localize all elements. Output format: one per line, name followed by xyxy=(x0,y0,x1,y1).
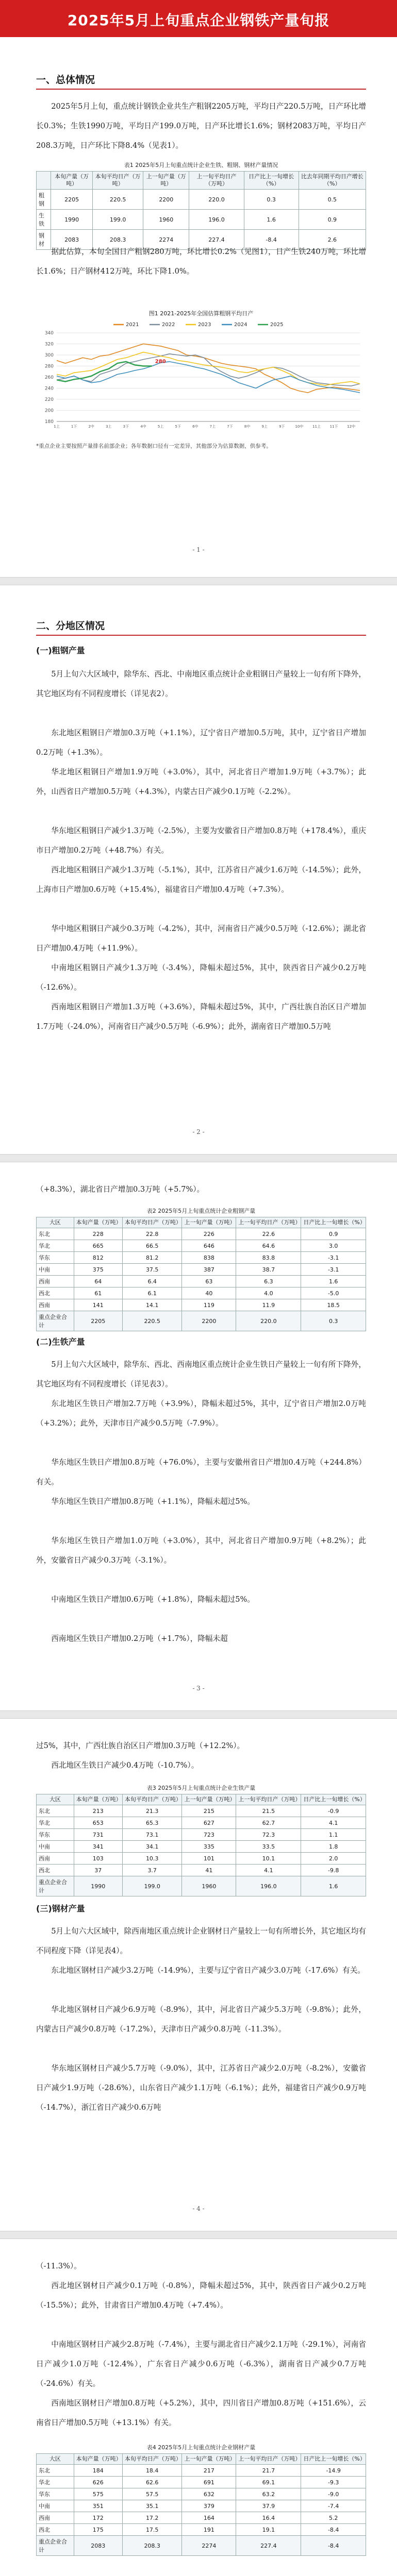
x-tick-label: 11下 xyxy=(329,425,338,429)
table-cell: 16.4 xyxy=(236,2512,301,2524)
table-cell: 64 xyxy=(74,1276,122,1287)
table-cell: 335 xyxy=(182,1841,236,1853)
y-tick-label: 200 xyxy=(44,408,54,414)
chart-annotation: 280 xyxy=(155,359,166,365)
table-cell: 387 xyxy=(182,1264,236,1276)
table-cell: -8.4 xyxy=(301,2524,366,2536)
pig-iron-intro: 5月上旬六大区域中，除华东、西北、西南地区重点统计企业生铁日产量较上一旬有所下降外，其它地区均有不同程度增长（详见表3）。 xyxy=(36,1360,366,1388)
table-cell: 141 xyxy=(74,1299,122,1311)
table-row xyxy=(37,2477,366,2488)
table3 xyxy=(36,1794,366,1896)
table-cell: 66.5 xyxy=(122,1240,182,1252)
section-divider xyxy=(36,89,366,90)
pig-iron-east-a: 华东地区生铁日产增加0.8万吨（+1.1%），降幅未超过5%。 xyxy=(51,1497,255,1506)
table-cell: 81.2 xyxy=(122,1252,182,1264)
table-cell: 38.7 xyxy=(236,1264,301,1276)
table-cell: -5.0 xyxy=(301,1287,366,1299)
table-cell: 575 xyxy=(74,2488,122,2500)
table-cell: 西南 xyxy=(37,2512,74,2524)
table-cell: 22.8 xyxy=(122,1228,182,1240)
table-row xyxy=(37,1853,366,1865)
table2-caption: 表2 2025年5月上旬重点统计企业粗钢产量 xyxy=(146,1208,256,1214)
chart-caption: 图1 2021-2025年全国估算粗钢平均日产 xyxy=(148,310,254,317)
table-header-cell: 本旬产量（万吨） xyxy=(74,2454,122,2465)
chart-container xyxy=(36,318,366,438)
rolled-steel-central: 中南地区钢材日产减少2.8万吨（-7.4%），主要与湖北省日产减少2.1万吨（-29.1%），河南省日产减少1.0万吨（-12.4%），广东省日产减少0.6万吨（-6.3%），湖南省日产减少0.7万吨（-24.6%）有关。 xyxy=(36,2340,366,2388)
table-cell: 2083 xyxy=(51,230,93,250)
table-cell: 208.3 xyxy=(93,230,143,250)
x-tick-label: 1下 xyxy=(71,425,77,429)
table-cell: 69.1 xyxy=(236,2477,301,2488)
table-cell: 341 xyxy=(74,1841,122,1853)
table-cell: 41 xyxy=(182,1865,236,1876)
table-cell: 199.0 xyxy=(122,1876,182,1896)
table-cell: 19.1 xyxy=(236,2524,301,2536)
table-cell: 351 xyxy=(74,2500,122,2512)
overview-paragraph-2: 据此估算，本旬全国日产粗钢280万吨，环比增长0.2%（见图1），日产生铁240万吨，环比增长1.6%；日产钢材412万吨，环比下降1.0%。 xyxy=(36,247,366,276)
table-header-cell: 大区 xyxy=(37,2454,74,2465)
crude-steel-east-a: 华东地区粗钢日产减少1.3万吨（-2.5%），主要为安徽省日产增加0.8万吨（+178.4%），重庆市日产增加0.2万吨（+48.7%）有关。 xyxy=(36,826,366,855)
rolled-steel-northwest: 西北地区钢材日产减少0.1万吨（-0.8%），降幅未超过5%，其中，陕西省日产减少0.2万吨（-15.5%）；此外，甘肃省日产增加0.4万吨（+7.4%）。 xyxy=(36,2281,366,2310)
x-tick-label: 11上 xyxy=(312,425,321,429)
table-cell: 653 xyxy=(74,1817,122,1829)
table-cell: -3.1 xyxy=(301,1264,366,1276)
table-cell: 2274 xyxy=(182,2536,236,2556)
table-row xyxy=(37,210,366,230)
table-cell: 中南 xyxy=(37,1841,74,1853)
table-header-cell: 上一旬平均日产（万吨） xyxy=(189,172,244,190)
table-cell: 220.0 xyxy=(189,190,244,210)
table-cell: 220.5 xyxy=(93,190,143,210)
table-cell: 37.9 xyxy=(236,2500,301,2512)
report-banner xyxy=(0,0,397,37)
table-header-cell: 上一旬产量（万吨） xyxy=(182,1217,236,1228)
pig-iron-southwest-cont: 过5%，其中，广西壮族自治区日产增加0.3万吨（+12.2%）。 xyxy=(36,1741,245,1750)
y-tick-label: 300 xyxy=(44,353,54,358)
page-break xyxy=(0,2231,397,2239)
table-cell: 375 xyxy=(74,1264,122,1276)
table-cell: 重点企业合计 xyxy=(37,2536,74,2556)
table4 xyxy=(36,2453,366,2556)
table-header-cell: 日产比上一旬增长（%） xyxy=(244,172,299,190)
table-cell: 华东 xyxy=(37,1829,74,1841)
x-tick-label: 7下 xyxy=(227,425,233,429)
table-cell: 2205 xyxy=(74,1311,122,1331)
x-tick-label: 9下 xyxy=(279,425,285,429)
table-cell: -9.8 xyxy=(301,1865,366,1876)
table-cell: 61 xyxy=(74,1287,122,1299)
rolled-steel-northeast: 东北地区钢材日产减少3.2万吨（-14.9%），主要与辽宁省日产减少3.0万吨（-17.6%）有关。 xyxy=(51,1966,365,1975)
table-cell: -9.0 xyxy=(301,2488,366,2500)
table-cell: 838 xyxy=(182,1252,236,1264)
table-cell: 37.5 xyxy=(122,1264,182,1276)
table-cell: 2.0 xyxy=(301,1853,366,1865)
pig-iron-southwest: 西南地区生铁日产增加0.2万吨（+1.7%），降幅未超 xyxy=(51,1634,228,1643)
table-cell: 华北 xyxy=(37,2477,74,2488)
y-tick-label: 220 xyxy=(44,397,54,402)
table-cell: 重点企业合计 xyxy=(37,1311,74,1331)
table1 xyxy=(36,171,366,250)
table-header-cell: 本旬产量（万吨） xyxy=(74,1794,122,1805)
table-cell: 2274 xyxy=(143,230,189,250)
x-tick-label: 8中 xyxy=(244,425,251,429)
table-cell: 4.0 xyxy=(236,1287,301,1299)
pig-iron-northwest: 西北地区生铁日产减少0.4万吨（-10.7%）。 xyxy=(51,1761,199,1770)
x-tick-label: 10中 xyxy=(295,425,304,429)
table-cell: 228 xyxy=(74,1228,122,1240)
table-cell: 731 xyxy=(74,1829,122,1841)
table-row xyxy=(37,1299,366,1311)
x-tick-label: 12中 xyxy=(347,425,356,429)
table-cell: 钢材 xyxy=(37,230,51,250)
rolled-steel-east-cont: （-11.3%）。 xyxy=(36,2262,81,2270)
table-row xyxy=(37,1865,366,1876)
table-header-cell: 日产比上一旬增长（%） xyxy=(301,1794,366,1805)
crude-steel-central: 华中地区粗钢日产减少0.3万吨（-4.2%），其中，河南省日产减少0.5万吨（-12.6%）；湖北省日产增加0.4万吨（+11.9%）。 xyxy=(36,924,366,953)
table2 xyxy=(36,1217,366,1331)
table-header-cell: 日产比上一旬增长（%） xyxy=(301,2454,366,2465)
page-break xyxy=(0,1710,397,1719)
table3-caption: 表3 2025年5月上旬重点统计企业生铁产量 xyxy=(146,1785,256,1791)
table-cell: 57.5 xyxy=(122,2488,182,2500)
table-cell: 812 xyxy=(74,1252,122,1264)
crude-steel-north: 华北地区粗钢日产增加1.9万吨（+3.0%），其中，河北省日产增加1.9万吨（+3.7%）；此外，山西省日产增加0.5万吨（+4.3%），内蒙古日产减少0.1万吨（-2.2%）。 xyxy=(36,768,366,796)
table-row xyxy=(37,1311,366,1331)
table-header-cell: 上一旬平均日产（万吨） xyxy=(236,2454,301,2465)
legend-label: 2025 xyxy=(270,322,284,328)
table-cell: 西北 xyxy=(37,1287,74,1299)
table-row xyxy=(37,1240,366,1252)
table-cell: 65.3 xyxy=(122,1817,182,1829)
table-cell: 华东 xyxy=(37,1252,74,1264)
table-cell: 83.8 xyxy=(236,1252,301,1264)
table-header-cell: 本旬平均日产（万吨） xyxy=(122,1794,182,1805)
table-cell: 17.2 xyxy=(122,2512,182,2524)
table-row xyxy=(37,2512,366,2524)
table-cell: 3.0 xyxy=(301,1240,366,1252)
table-cell: 18.4 xyxy=(122,2465,182,2477)
page-number: - 2 - xyxy=(192,1128,205,1136)
table-cell: -8.4 xyxy=(244,230,299,250)
legend-label: 2023 xyxy=(198,322,211,328)
x-tick-label: 3下 xyxy=(123,425,129,429)
table-cell: 21.5 xyxy=(236,1805,301,1817)
table-cell: 1.6 xyxy=(244,210,299,230)
crude-steel-intro: 5月上旬六大区域中，除华东、西北、中南地区重点统计企业粗钢日产量较上一旬有所下降外，其它地区均有不同程度增长（详见表2）。 xyxy=(36,670,366,698)
table-cell: 0.9 xyxy=(301,1228,366,1240)
table-cell: 1.6 xyxy=(301,1276,366,1287)
y-tick-label: 320 xyxy=(44,342,54,347)
table-cell: 1990 xyxy=(74,1876,122,1896)
pig-iron-north: 华东地区生铁日产增加0.8万吨（+76.0%），主要与安徽州省日产增加0.4万吨（+244.8%）有关。 xyxy=(36,1458,366,1486)
rolled-steel-north: 华北地区钢材日产减少6.9万吨（-8.9%），其中，河北省日产减少5.3万吨（-9.8%）；此外，内蒙古日产减少0.8万吨（-17.2%），天津市日产减少0.8万吨（-11.3%）。 xyxy=(36,2005,366,2033)
table-cell: 646 xyxy=(182,1240,236,1252)
section-title-overview: 一、总体情况 xyxy=(36,74,95,86)
table-cell: 重点企业合计 xyxy=(37,1876,74,1896)
table-cell: 0.3 xyxy=(244,190,299,210)
table-cell: 73.1 xyxy=(122,1829,182,1841)
x-tick-label: 2中 xyxy=(88,425,94,429)
table-cell: 3.7 xyxy=(122,1865,182,1876)
table-cell: -7.4 xyxy=(301,2500,366,2512)
table-row xyxy=(37,1252,366,1264)
table-row xyxy=(37,1287,366,1299)
section-title-regions: 二、分地区情况 xyxy=(36,620,105,632)
table-cell: -0.9 xyxy=(301,1805,366,1817)
table-cell: 4.1 xyxy=(301,1817,366,1829)
table-cell: 1990 xyxy=(51,210,93,230)
table-cell: 63.2 xyxy=(236,2488,301,2500)
table-cell: 21.7 xyxy=(236,2465,301,2477)
page-number: - 3 - xyxy=(192,1685,205,1692)
table-cell: 中南 xyxy=(37,2500,74,2512)
table-cell: 10.3 xyxy=(122,1853,182,1865)
crude-steel-southwest: 西南地区粗钢日产增加1.3万吨（+3.6%），降幅未超过5%，其中，广西壮族自治区日产增加1.7万吨（-24.0%），河南省日产减少0.5万吨（-6.9%）；此外，湖南省日产增加0.5万吨 xyxy=(36,1003,366,1031)
table-cell: 6.3 xyxy=(236,1276,301,1287)
table-header-cell: 大区 xyxy=(37,1794,74,1805)
table-cell: 379 xyxy=(182,2500,236,2512)
table-header-cell: 本旬平均日产（万吨） xyxy=(122,1217,182,1228)
x-tick-label: 7上 xyxy=(209,425,216,429)
table-cell: 10.1 xyxy=(236,1853,301,1865)
series-line-2021 xyxy=(57,344,360,393)
table-cell: 172 xyxy=(74,2512,122,2524)
table-cell: 华北 xyxy=(37,1240,74,1252)
x-tick-label: 5下 xyxy=(175,425,181,429)
table-cell: 103 xyxy=(74,1853,122,1865)
table-cell: 691 xyxy=(182,2477,236,2488)
table-cell: -9.3 xyxy=(301,2477,366,2488)
table-header-cell: 上一旬平均日产（万吨） xyxy=(236,1794,301,1805)
table-cell: 2200 xyxy=(143,190,189,210)
table-cell: 199.0 xyxy=(93,210,143,230)
table-cell: 64.6 xyxy=(236,1240,301,1252)
table-row xyxy=(37,1264,366,1276)
table-cell: 1960 xyxy=(143,210,189,230)
table-cell: 18.5 xyxy=(301,1299,366,1311)
table-cell: 164 xyxy=(182,2512,236,2524)
chart-note: *重点企业主要按照产量排名前部企业；各年数据口径有一定差异，其他部分为估算数据，供参考。 xyxy=(36,443,272,449)
report-title: 2025年5月上旬重点企业钢铁产量旬报 xyxy=(67,12,330,29)
table-cell: 6.4 xyxy=(122,1276,182,1287)
table-cell: 17.5 xyxy=(122,2524,182,2536)
table-cell: 生铁 xyxy=(37,210,51,230)
rolled-steel-intro: 5月上旬六大区域中，除西南地区重点统计企业钢材日产量较上一旬有所增长外，其它地区均有不同程度下降（详见表4）。 xyxy=(36,1927,366,1955)
page-break xyxy=(0,1154,397,1162)
pig-iron-central: 中南地区生铁日产增加0.6万吨（+1.8%），降幅未超过5%。 xyxy=(51,1595,255,1604)
table-row xyxy=(37,1805,366,1817)
steel-output-line-chart xyxy=(36,318,366,438)
x-tick-label: 9上 xyxy=(261,425,268,429)
table-header-cell: 本旬平均日产（万吨） xyxy=(122,2454,182,2465)
table-cell: 22.6 xyxy=(236,1228,301,1240)
x-tick-label: 5上 xyxy=(157,425,164,429)
table-row xyxy=(37,1817,366,1829)
table-cell: 2083 xyxy=(74,2536,122,2556)
table-cell: -8.4 xyxy=(301,2536,366,2556)
table-row xyxy=(37,2488,366,2500)
table-cell: 63 xyxy=(182,1276,236,1287)
table-cell: 35.1 xyxy=(122,2500,182,2512)
table-cell: 208.3 xyxy=(122,2536,182,2556)
table-cell: 西南 xyxy=(37,1299,74,1311)
table-cell: 东北 xyxy=(37,1228,74,1240)
table-row xyxy=(37,1228,366,1240)
table-cell: 632 xyxy=(182,2488,236,2500)
table-cell: 72.3 xyxy=(236,1829,301,1841)
table-row xyxy=(37,1276,366,1287)
table-cell: 西南 xyxy=(37,1853,74,1865)
table-header-cell: 日产比上一旬增长（%） xyxy=(301,1217,366,1228)
table-cell: -14.9 xyxy=(301,2465,366,2477)
table-cell: 中南 xyxy=(37,1264,74,1276)
table-row xyxy=(37,1829,366,1841)
legend-label: 2021 xyxy=(126,322,139,328)
table-cell: 215 xyxy=(182,1805,236,1817)
table-cell: 2205 xyxy=(51,190,93,210)
crude-steel-northeast: 东北地区粗钢日产增加0.3万吨（+1.1%），辽宁省日产增加0.5万吨，其中，辽宁省日产增加0.2万吨（+1.3%）。 xyxy=(36,728,366,757)
table-cell: 2200 xyxy=(182,1311,236,1331)
table-row xyxy=(37,2524,366,2536)
series-line-2025 xyxy=(57,362,152,382)
table4-caption: 表4 2025年5月上旬重点统计企业钢材产量 xyxy=(146,2444,256,2451)
table-cell: 33.5 xyxy=(236,1841,301,1853)
overview-paragraph-1: 2025年5月上旬，重点统计钢铁企业共生产粗钢2205万吨，平均日产220.5万吨，日产环比增长0.3%；生铁1990万吨，平均日产199.0万吨，日产环比增长1.6%；钢材2083万吨，平均日产208.3万吨，日产环比下降8.4%（见表1）。 xyxy=(36,102,366,150)
table-cell: 227.4 xyxy=(236,2536,301,2556)
table-cell: 0.5 xyxy=(299,190,366,210)
rolled-steel-east: 华东地区钢材日产减少5.7万吨（-9.0%），其中，江苏省日产减少2.0万吨（-8.2%），安徽省日产减少1.9万吨（-28.6%），山东省日产减少1.1万吨（-6.1%）；此外，福建省日产减少0.9万吨（-14.7%），浙江省日产减少0.6万吨 xyxy=(36,2064,366,2112)
table-row xyxy=(37,1841,366,1853)
table-cell: 101 xyxy=(182,1853,236,1865)
y-tick-label: 180 xyxy=(44,419,54,425)
table-cell: 4.1 xyxy=(236,1865,301,1876)
table-cell: 34.1 xyxy=(122,1841,182,1853)
table-header-cell: 上一旬产量（万吨） xyxy=(182,2454,236,2465)
section-divider xyxy=(36,635,366,636)
table-cell: 220.5 xyxy=(122,1311,182,1331)
table-cell: 40 xyxy=(182,1287,236,1299)
table-cell: 11.9 xyxy=(236,1299,301,1311)
table-cell: 1.1 xyxy=(301,1829,366,1841)
table-cell: 粗钢 xyxy=(37,190,51,210)
table-cell: 196.0 xyxy=(189,210,244,230)
pig-iron-east-b: 华东地区生铁日产增加1.0万吨（+3.0%），其中，河北省日产增加0.9万吨（+8.2%）；此外，安徽省日产减少0.3万吨（-3.1%）。 xyxy=(36,1536,366,1565)
table-cell: 5.2 xyxy=(301,2512,366,2524)
table-cell: 226 xyxy=(182,1228,236,1240)
crude-steel-southwest-cont: （+8.3%），湖北省日产增加0.3万吨（+5.7%）。 xyxy=(36,1185,205,1194)
table-row xyxy=(37,190,366,210)
table-cell: 62.6 xyxy=(122,2477,182,2488)
table-cell: 220.0 xyxy=(236,1311,301,1331)
y-tick-label: 260 xyxy=(44,375,54,380)
x-tick-label: 3上 xyxy=(106,425,112,429)
crude-steel-south: 中南地区粗钢日产减少1.3万吨（-3.4%），降幅未超过5%，其中，陕西省日产减少0.2万吨（-12.6%）。 xyxy=(36,963,366,992)
table-cell: 西北 xyxy=(37,1865,74,1876)
x-tick-label: 6中 xyxy=(192,425,198,429)
table-cell: 191 xyxy=(182,2524,236,2536)
subsection-pig-iron: (二)生铁产量 xyxy=(36,1337,85,1347)
table-cell: 东北 xyxy=(37,1805,74,1817)
table-cell: 184 xyxy=(74,2465,122,2477)
table-cell: 217 xyxy=(182,2465,236,2477)
page-break xyxy=(0,577,397,585)
table-cell: 华北 xyxy=(37,1817,74,1829)
table-cell: 62.7 xyxy=(236,1817,301,1829)
table-cell: 西南 xyxy=(37,1276,74,1287)
table-cell: 626 xyxy=(74,2477,122,2488)
table-cell: 175 xyxy=(74,2524,122,2536)
table-cell: 227.4 xyxy=(189,230,244,250)
rolled-steel-southwest: 西南地区钢材日产增加0.8万吨（+5.2%），其中，四川省日产增加0.8万吨（+151.6%），云南省日产增加0.5万吨（+13.1%）有关。 xyxy=(36,2399,366,2427)
table-cell: 14.1 xyxy=(122,1299,182,1311)
table-header-cell: 比去年同期平均日产增长（%） xyxy=(299,172,366,190)
x-tick-label: 1上 xyxy=(54,425,60,429)
y-tick-label: 340 xyxy=(44,331,54,336)
table-cell: -3.1 xyxy=(301,1252,366,1264)
table-cell: 37 xyxy=(74,1865,122,1876)
crude-steel-east-b: 西北地区粗钢日产减少1.3万吨（-5.1%），其中，江苏省日产减少1.6万吨（-14.5%）；此外，上海市日产增加0.6万吨（+15.4%），福建省日产增加0.4万吨（+7.3%）。 xyxy=(36,866,366,894)
table-header-cell: 上一旬产量（万吨） xyxy=(182,1794,236,1805)
table-cell: 0.9 xyxy=(299,210,366,230)
table-cell: 1960 xyxy=(182,1876,236,1896)
legend-label: 2022 xyxy=(162,322,175,328)
table-cell: 西北 xyxy=(37,2524,74,2536)
table-row xyxy=(37,2536,366,2556)
page-number: - 4 - xyxy=(192,2205,205,2212)
table-header-cell xyxy=(37,172,51,190)
table-cell: 723 xyxy=(182,1829,236,1841)
table-cell: 华东 xyxy=(37,2488,74,2500)
pig-iron-northeast: 东北地区生铁日产增加2.7万吨（+3.9%），降幅未超过5%，其中，辽宁省日产增加2.0万吨（+3.2%）；此外，天津市日产减少0.5万吨（-7.9%）。 xyxy=(36,1399,366,1428)
legend-label: 2024 xyxy=(234,322,247,328)
table-row xyxy=(37,1876,366,1896)
table-header-cell: 本旬产量（万吨） xyxy=(51,172,93,190)
table-row xyxy=(37,2500,366,2512)
table-cell: 2.6 xyxy=(299,230,366,250)
y-tick-label: 280 xyxy=(44,364,54,369)
table-cell: 6.1 xyxy=(122,1287,182,1299)
table-header-cell: 上一旬产量（万吨） xyxy=(143,172,189,190)
table-cell: 119 xyxy=(182,1299,236,1311)
page-number: - 1 - xyxy=(192,546,205,553)
table-cell: 627 xyxy=(182,1817,236,1829)
table-cell: 0.3 xyxy=(301,1311,366,1331)
table1-caption: 表1 2025年5月上旬重点统计企业生铁、粗钢、钢材产量情况 xyxy=(124,162,278,168)
table-cell: 196.0 xyxy=(236,1876,301,1896)
table-cell: 21.3 xyxy=(122,1805,182,1817)
table-cell: 213 xyxy=(74,1805,122,1817)
x-tick-label: 4中 xyxy=(140,425,146,429)
table-header-cell: 大区 xyxy=(37,1217,74,1228)
table-header-cell: 本旬产量（万吨） xyxy=(74,1217,122,1228)
subsection-rolled-steel: (三)钢材产量 xyxy=(36,1904,85,1913)
table-header-cell: 上一旬平均日产（万吨） xyxy=(236,1217,301,1228)
subsection-crude-steel: (一)粗钢产量 xyxy=(36,646,85,655)
y-tick-label: 240 xyxy=(44,386,54,392)
table-row xyxy=(37,2465,366,2477)
table-cell: 1.8 xyxy=(301,1841,366,1853)
table-header-cell: 本旬平均日产（万吨） xyxy=(93,172,143,190)
table-cell: 665 xyxy=(74,1240,122,1252)
table-cell: 东北 xyxy=(37,2465,74,2477)
table-cell: 1.6 xyxy=(301,1876,366,1896)
